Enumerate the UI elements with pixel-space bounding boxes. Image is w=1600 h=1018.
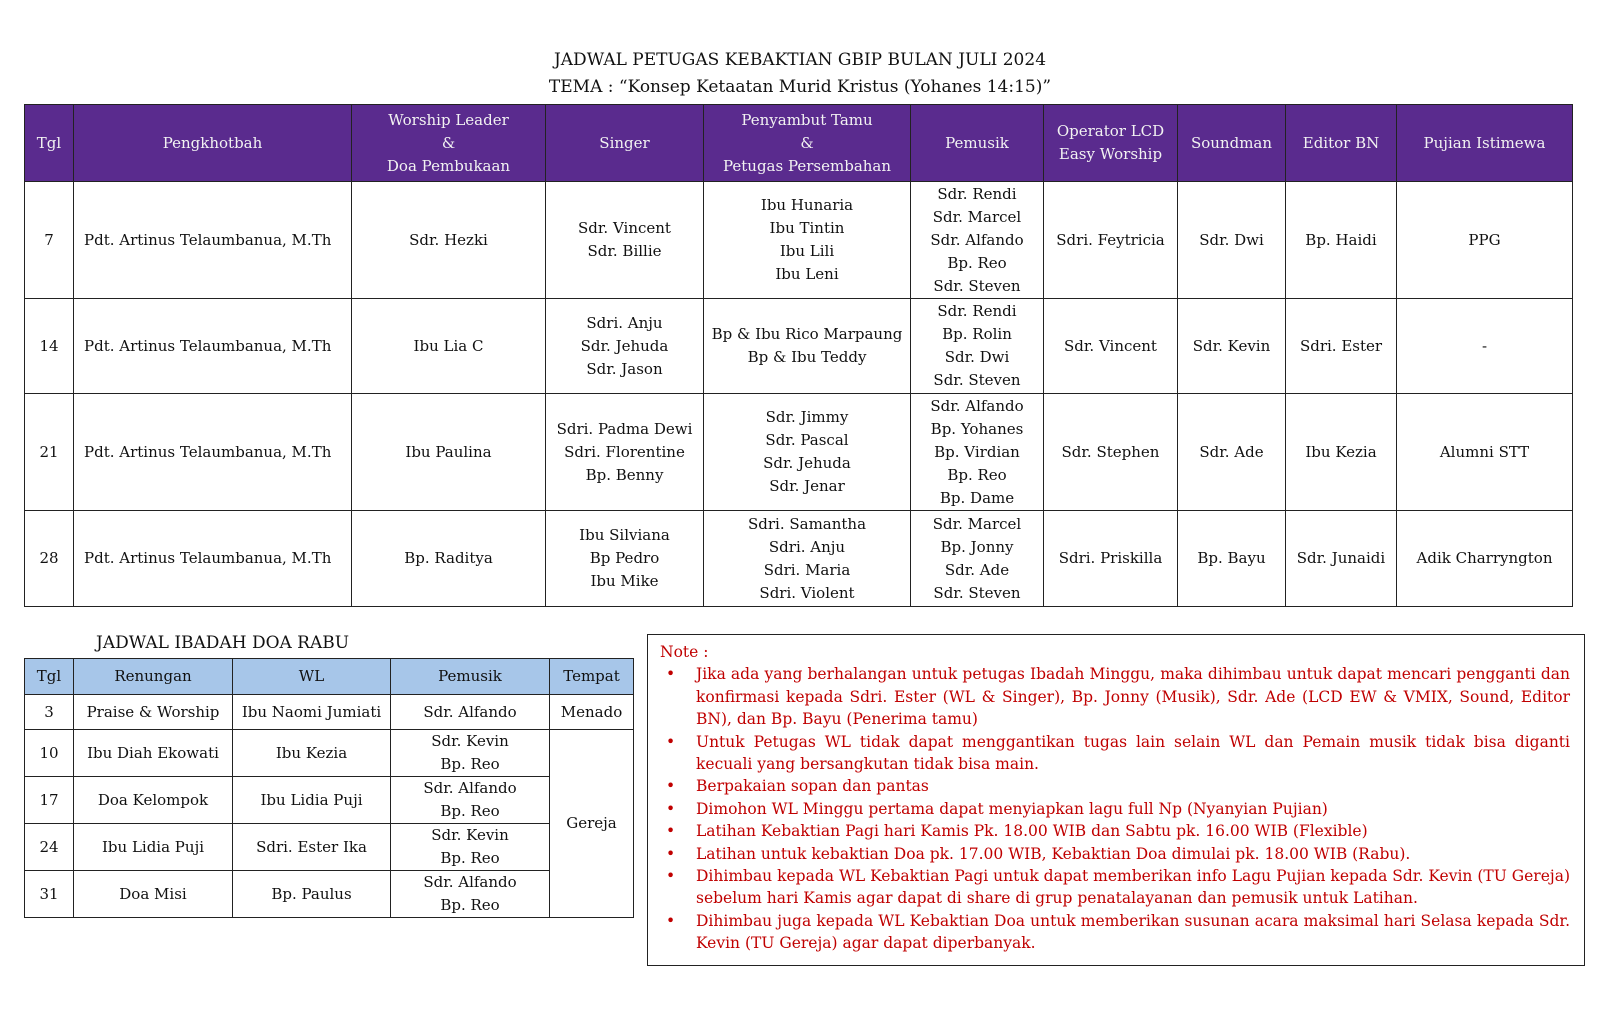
name-line: Bp. Reo — [440, 896, 500, 914]
name-line: Bp. Reo — [440, 802, 500, 820]
notes-label: Note : — [660, 643, 709, 661]
col-header-penyambut — [704, 105, 911, 182]
cell-tgl: 10 — [25, 730, 74, 777]
cell-pemusik — [911, 299, 1044, 394]
cell-tgl: 24 — [25, 824, 74, 871]
cell-pemusik — [391, 777, 550, 824]
note-text: Untuk Petugas WL tidak dapat menggantikan tugas lain selain WL dan Pemain musik tidak bisa diganti kecuali yang bersangkutan tidak bisa main. — [696, 732, 1570, 774]
cell-singer — [546, 511, 704, 607]
cell-pemusik — [391, 871, 550, 918]
note-text: Dihimbau juga kepada WL Kebaktian Doa untuk memberikan susunan acara maksimal hari Selasa kepada Sdr. Kevin (TU Gereja) agar dapat diperbanyak. — [696, 911, 1570, 953]
header-line: & — [800, 133, 814, 152]
name-line: Sdr. Steven — [933, 276, 1021, 295]
cell-tempat: Gereja — [550, 730, 634, 918]
bullet-icon: • — [666, 911, 676, 930]
cell-soundman: Sdr. Kevin — [1178, 299, 1286, 394]
cell-operator: Sdri. Priskilla — [1044, 511, 1178, 607]
name-line: Sdr. Alfando — [423, 873, 517, 891]
cell-wl: Ibu Lidia Puji — [233, 777, 391, 824]
name-line: Ibu Lili — [779, 242, 835, 260]
cell-pujian: - — [1397, 299, 1573, 394]
cell-pemusik — [391, 730, 550, 777]
page-title: JADWAL PETUGAS KEBAKTIAN GBIP BULAN JULI 2024 — [553, 50, 1047, 70]
name-line: Sdr. Steven — [933, 583, 1021, 602]
table-row — [25, 871, 634, 918]
note-text: Dihimbau kepada WL Kebaktian Pagi untuk dapat memberikan info Lagu Pujian kepada Sdr. Kevin (TU Gereja) sebelum hari Kamis agar dapat di share di grup penatalayanan dan pemusik untuk Latihan. — [696, 867, 1570, 908]
cell-wl: Ibu Kezia — [233, 730, 391, 777]
header-line: & — [441, 133, 456, 152]
cell-pengkhotbah: Pdt. Artinus Telaumbanua, M.Th — [74, 299, 352, 394]
bullet-icon: • — [666, 867, 676, 886]
cell-pemusik — [911, 394, 1044, 511]
cell-pujian: Adik Charryngton — [1397, 511, 1573, 607]
name-line: Sdr. Marcel — [932, 514, 1022, 533]
cell-tgl: 28 — [25, 511, 74, 607]
cell-penyambut — [704, 182, 911, 299]
cell-renungan: Doa Kelompok — [74, 777, 233, 824]
cell-operator: Sdri. Feytricia — [1044, 182, 1178, 299]
cell-tgl: 31 — [25, 871, 74, 918]
table-row — [25, 394, 1573, 511]
col-header-tempat: Tempat — [550, 659, 634, 695]
cell-pujian: PPG — [1397, 182, 1573, 299]
sunday-schedule-table — [24, 104, 1573, 607]
name-line: Ibu Tintin — [769, 219, 845, 237]
bullet-icon: • — [666, 777, 676, 796]
cell-pujian: Alumni STT — [1397, 394, 1573, 511]
header-line: Operator LCD — [1056, 122, 1165, 140]
name-line: Sdri. Samantha — [747, 514, 867, 533]
note-text: Jika ada yang berhalangan untuk petugas Ibadah Minggu, maka dihimbau untuk dapat mencari pengganti dan konfirmasi kepada Sdri. Ester (WL & Singer), Bp. Jonny (Musik), Sdr. Ade (LCD EW & VMIX, Sound, Editor BN), dan Bp. Bayu (Penerima tamu) — [696, 665, 1570, 729]
col-header-soundman: Soundman — [1178, 105, 1286, 182]
note-text: Latihan Kebaktian Pagi hari Kamis Pk. 18.00 WIB dan Sabtu pk. 16.00 WIB (Flexible) — [696, 822, 1368, 841]
col-header-operator — [1044, 105, 1178, 182]
header-line: Penyambut Tamu — [741, 110, 873, 129]
page-theme: TEMA : “Konsep Ketaatan Murid Kristus (Yohanes 14:15)” — [548, 77, 1052, 97]
cell-renungan: Praise & Worship — [74, 695, 233, 730]
cell-renungan: Doa Misi — [74, 871, 233, 918]
cell-pemusik — [911, 511, 1044, 607]
cell-pengkhotbah: Pdt. Artinus Telaumbanua, M.Th — [74, 182, 352, 299]
name-line: Sdr. Jehuda — [580, 336, 669, 355]
cell-wl: Ibu Naomi Jumiati — [233, 695, 391, 730]
note-text: Dimohon WL Minggu pertama dapat menyiapkan lagu full Np (Nyanyian Pujian) — [696, 799, 1328, 818]
name-line: Sdr. Jimmy — [765, 408, 849, 426]
col-header-pemusik: Pemusik — [391, 659, 550, 695]
cell-editor: Sdri. Ester — [1286, 299, 1397, 394]
cell-penyambut — [704, 511, 911, 607]
name-line: Sdr. Rendi — [937, 184, 1017, 203]
name-line: Sdri. Florentine — [564, 442, 685, 461]
cell-tgl: 17 — [25, 777, 74, 824]
note-item — [666, 820, 1570, 842]
col-header-pengkhotbah: Pengkhotbah — [74, 105, 352, 182]
col-header-wl: WL — [233, 659, 391, 695]
cell-editor: Ibu Kezia — [1286, 394, 1397, 511]
name-line: Ibu Hunaria — [760, 196, 854, 214]
cell-tgl: 3 — [25, 695, 74, 730]
cell-soundman: Sdr. Dwi — [1178, 182, 1286, 299]
name-line: Sdr. Kevin — [431, 732, 509, 750]
notes-box — [647, 634, 1585, 966]
cell-wl: Sdri. Ester Ika — [233, 824, 391, 871]
name-line: Bp. Jonny — [940, 537, 1014, 556]
name-line: Sdr. Jason — [586, 359, 663, 378]
note-item — [666, 731, 1570, 776]
col-header-pujian: Pujian Istimewa — [1397, 105, 1573, 182]
cell-pemusik — [391, 824, 550, 871]
header-line: Petugas Persembahan — [722, 156, 892, 175]
col-header-wl — [352, 105, 546, 182]
name-line: Sdr. Marcel — [932, 207, 1022, 226]
name-line: Sdr. Rendi — [937, 302, 1017, 320]
cell-wl: Bp. Paulus — [233, 871, 391, 918]
name-line: Sdr. Dwi — [944, 348, 1010, 366]
bullet-icon: • — [666, 732, 676, 751]
name-line: Sdr. Ade — [944, 560, 1010, 579]
col-header-editor: Editor BN — [1286, 105, 1397, 182]
note-item — [666, 798, 1570, 820]
note-item — [666, 910, 1570, 955]
table-header-row — [25, 659, 634, 695]
note-item — [666, 663, 1570, 730]
note-item — [666, 865, 1570, 910]
cell-soundman: Sdr. Ade — [1178, 394, 1286, 511]
name-line: Sdr. Jenar — [769, 477, 845, 495]
note-item — [666, 775, 1570, 797]
name-line: Ibu Mike — [590, 572, 659, 590]
table-row — [25, 824, 634, 871]
cell-penyambut — [704, 394, 911, 511]
name-line: Sdri. Anju — [586, 313, 663, 332]
name-line: Bp. Dame — [939, 488, 1015, 507]
name-line: Bp Pedro — [589, 549, 660, 567]
table-row — [25, 299, 1573, 394]
bullet-icon: • — [666, 665, 676, 684]
cell-operator: Sdr. Vincent — [1044, 299, 1178, 394]
bullet-icon: • — [666, 844, 676, 863]
cell-editor: Bp. Haidi — [1286, 182, 1397, 299]
name-line: Sdri. Padma Dewi — [556, 419, 693, 438]
name-line: Bp. Rolin — [942, 325, 1012, 343]
name-line: Bp. Reo — [947, 465, 1007, 484]
table-row — [25, 695, 634, 730]
name-line: Bp. Yohanes — [930, 419, 1024, 438]
name-line: Ibu Silviana — [579, 526, 670, 544]
name-line: Ibu Leni — [775, 265, 839, 283]
col-header-singer: Singer — [546, 105, 704, 182]
bullet-icon: • — [666, 822, 676, 841]
name-line: Sdri. Maria — [763, 560, 851, 579]
name-line: Bp. Reo — [440, 849, 500, 867]
name-line: Sdri. Anju — [768, 537, 846, 556]
cell-pemusik — [911, 182, 1044, 299]
table-row — [25, 730, 634, 777]
cell-renungan: Ibu Diah Ekowati — [74, 730, 233, 777]
cell-tempat: Menado — [550, 695, 634, 730]
cell-singer — [546, 182, 704, 299]
name-line: Bp. Reo — [440, 755, 500, 773]
name-line: Sdr. Billie — [587, 242, 662, 260]
name-line: Sdr. Pascal — [765, 431, 849, 449]
table-header-row — [25, 105, 1573, 182]
table-row — [25, 182, 1573, 299]
cell-editor: Sdr. Junaidi — [1286, 511, 1397, 607]
cell-wl: Ibu Paulina — [352, 394, 546, 511]
header-line: Easy Worship — [1058, 145, 1163, 163]
cell-tgl: 21 — [25, 394, 74, 511]
note-text: Latihan untuk kebaktian Doa pk. 17.00 WIB, Kebaktian Doa dimulai pk. 18.00 WIB (Rabu). — [696, 844, 1411, 863]
col-header-renungan: Renungan — [74, 659, 233, 695]
cell-tgl: 14 — [25, 299, 74, 394]
cell-tgl: 7 — [25, 182, 74, 299]
name-line: Bp. Benny — [585, 465, 664, 484]
cell-pemusik: Sdr. Alfando — [391, 695, 550, 730]
table-row — [25, 777, 634, 824]
name-line: Sdr. Steven — [933, 371, 1021, 389]
name-line: Sdr. Alfando — [930, 396, 1024, 415]
header-line: Worship Leader — [388, 110, 509, 129]
name-line: Bp & Ibu Rico Marpaung — [711, 325, 903, 343]
name-line: Sdri. Violent — [759, 583, 855, 602]
cell-pengkhotbah: Pdt. Artinus Telaumbanua, M.Th — [74, 511, 352, 607]
cell-singer — [546, 394, 704, 511]
col-header-tgl: Tgl — [25, 105, 74, 182]
name-line: Bp. Virdian — [934, 442, 1020, 461]
cell-soundman: Bp. Bayu — [1178, 511, 1286, 607]
wednesday-schedule-table — [24, 658, 634, 918]
table-row — [25, 511, 1573, 607]
cell-pengkhotbah: Pdt. Artinus Telaumbanua, M.Th — [74, 394, 352, 511]
name-line: Sdr. Jehuda — [763, 454, 851, 472]
bullet-icon: • — [666, 799, 676, 818]
name-line: Sdr. Kevin — [431, 826, 509, 844]
col-header-tgl: Tgl — [25, 659, 74, 695]
col-header-pemusik: Pemusik — [911, 105, 1044, 182]
cell-wl: Ibu Lia C — [352, 299, 546, 394]
name-line: Bp & Ibu Teddy — [747, 348, 867, 366]
name-line: Sdr. Alfando — [423, 779, 517, 797]
note-text: Berpakaian sopan dan pantas — [696, 777, 929, 796]
note-item — [666, 843, 1570, 865]
cell-wl: Bp. Raditya — [352, 511, 546, 607]
name-line: Bp. Reo — [947, 253, 1007, 272]
cell-penyambut — [704, 299, 911, 394]
cell-renungan: Ibu Lidia Puji — [74, 824, 233, 871]
name-line: Sdr. Vincent — [578, 219, 671, 237]
header-line: Doa Pembukaan — [386, 156, 511, 175]
name-line: Sdr. Alfando — [930, 230, 1024, 249]
cell-singer — [546, 299, 704, 394]
notes-list — [660, 663, 1570, 954]
wednesday-schedule-title: JADWAL IBADAH DOA RABU — [96, 633, 350, 653]
cell-wl: Sdr. Hezki — [352, 182, 546, 299]
cell-operator: Sdr. Stephen — [1044, 394, 1178, 511]
